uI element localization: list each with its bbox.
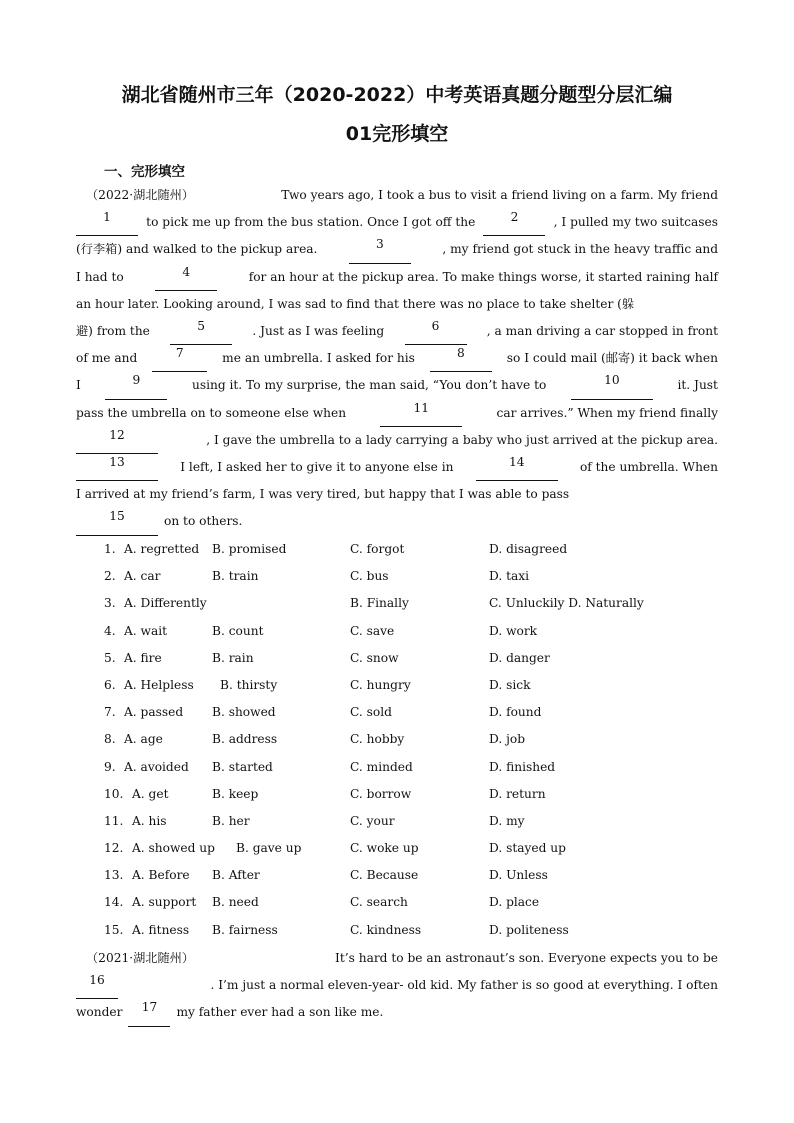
passage-source: （2022·湖北随州） [86, 188, 195, 202]
document-subtitle: 01完形填空 [345, 123, 449, 145]
option-a[interactable]: A. get [132, 786, 169, 801]
option-a[interactable]: A. car [124, 569, 161, 584]
option-a[interactable]: A. fitness [132, 922, 190, 937]
option-c[interactable]: C. forgot [350, 542, 405, 556]
blank-13[interactable]: 13 [76, 454, 158, 481]
option-d[interactable]: D. Unless [489, 868, 548, 883]
option-c[interactable]: C. minded [350, 759, 413, 774]
option-a[interactable]: A. regretted [124, 542, 200, 556]
option-b[interactable]: B. thirsty [220, 677, 278, 692]
passage-line: wonder 17 my father ever had a son like me. [76, 999, 718, 1026]
blank-4[interactable]: 4 [155, 264, 217, 291]
blank-9[interactable]: 9 [105, 372, 167, 399]
option-c-d[interactable]: C. Unluckily D. Naturally [489, 596, 644, 611]
passage-line: (行李箱) and walked to the pickup area. 3 , my friend got stuck in the heavy traffic and [76, 236, 718, 263]
passage-line: I 9 using it. To my surprise, the man said, “You don’t have to 10 it. Just [76, 372, 718, 399]
option-a[interactable]: A. showed up [132, 841, 215, 856]
option-c[interactable]: C. bus [350, 569, 389, 584]
option-a[interactable]: A. his [132, 813, 167, 828]
option-b[interactable]: B. Finally [350, 596, 409, 611]
option-d[interactable]: D. finished [489, 759, 556, 774]
option-d[interactable]: D. disagreed [489, 542, 568, 556]
passage-line: pass the umbrella on to someone else when 11 car arrives.” When my friend finally [76, 400, 718, 427]
option-c[interactable]: C. borrow [350, 786, 412, 801]
passage-line: （2021·湖北随州） It’s hard to be an astronaut’s son. Everyone expects you to be [76, 945, 718, 972]
option-d[interactable]: D. my [489, 813, 525, 828]
passage-2021 [76, 945, 718, 1027]
option-d[interactable]: D. return [489, 786, 546, 801]
passage-line: 1 to pick me up from the bus station. Once I got off the 2 , I pulled my two suitcases [76, 209, 718, 236]
option-d[interactable]: D. found [489, 705, 542, 720]
passage-line: an hour later. Looking around, I was sad to find that there was no place to take shelter (躲 [76, 296, 635, 311]
passage-line: I arrived at my friend’s farm, I was very tired, but happy that I was able to pass [76, 487, 570, 502]
option-b[interactable]: B. showed [212, 705, 276, 720]
option-a[interactable]: A. support [132, 895, 197, 910]
option-b[interactable]: B. promised [212, 542, 287, 556]
option-a[interactable]: A. wait [124, 623, 168, 638]
option-c[interactable]: C. hungry [350, 677, 411, 692]
option-d[interactable]: D. taxi [489, 569, 530, 584]
option-b[interactable]: B. her [212, 813, 250, 828]
option-a[interactable]: A. Before [132, 868, 190, 883]
blank-1[interactable]: 1 [76, 209, 138, 236]
blank-16[interactable]: 16 [76, 972, 118, 999]
passage-line: of me and 7 me an umbrella. I asked for his 8 so I could mail (邮寄) it back when [76, 345, 718, 372]
blank-3[interactable]: 3 [349, 236, 411, 263]
passage-line: 12 , I gave the umbrella to a lady carrying a baby who just arrived at the pickup area. [76, 427, 718, 454]
option-c[interactable]: C. sold [350, 705, 392, 720]
option-a[interactable]: A. passed [124, 705, 184, 720]
blank-7[interactable]: 7 [152, 345, 207, 372]
option-a[interactable]: A. age [124, 732, 163, 747]
option-d[interactable]: D. stayed up [489, 841, 566, 856]
blank-2[interactable]: 2 [483, 209, 545, 236]
option-a[interactable]: A. fire [124, 650, 162, 665]
passage-2022 [76, 182, 718, 536]
option-d[interactable]: D. politeness [489, 922, 569, 937]
document-title: 湖北省随州市三年（2020-2022）中考英语真题分题型分层汇编 [121, 84, 673, 106]
option-c[interactable]: C. hobby [350, 732, 405, 747]
blank-6[interactable]: 6 [405, 318, 467, 345]
option-a[interactable]: A. avoided [124, 759, 189, 774]
blank-5[interactable]: 5 [170, 318, 232, 345]
passage-line: 15 on to others. [76, 508, 718, 535]
option-c[interactable]: C. your [350, 813, 395, 828]
option-a[interactable]: A. Differently [124, 596, 207, 611]
option-c[interactable]: C. kindness [350, 922, 422, 937]
blank-15[interactable]: 15 [76, 508, 158, 535]
section-heading: 一、完形填空 [104, 164, 185, 180]
blank-12[interactable]: 12 [76, 427, 158, 454]
option-c[interactable]: C. Because [350, 868, 419, 883]
option-b[interactable]: B. rain [212, 650, 254, 665]
blank-17[interactable]: 17 [128, 999, 170, 1026]
passage-line: （2022·湖北随州） Two years ago, I took a bus to visit a friend living on a farm. My friend [76, 182, 718, 209]
option-d[interactable]: D. place [489, 895, 540, 910]
option-b[interactable]: B. need [212, 895, 259, 910]
option-b[interactable]: B. address [212, 732, 278, 747]
blank-10[interactable]: 10 [571, 372, 653, 399]
option-b[interactable]: B. fairness [212, 922, 278, 937]
option-b[interactable]: B. gave up [236, 841, 302, 856]
option-c[interactable]: C. search [350, 895, 408, 910]
option-d[interactable]: D. work [489, 623, 538, 638]
option-c[interactable]: C. woke up [350, 841, 419, 856]
option-b[interactable]: B. After [212, 868, 260, 883]
blank-8[interactable]: 8 [430, 345, 492, 372]
option-c[interactable]: C. snow [350, 650, 399, 665]
option-b[interactable]: B. train [212, 569, 259, 584]
option-d[interactable]: D. danger [489, 650, 550, 665]
blank-14[interactable]: 14 [476, 454, 558, 481]
option-b[interactable]: B. keep [212, 786, 259, 801]
passage-line: 13 I left, I asked her to give it to anyone else in 14 of the umbrella. When [76, 454, 718, 481]
option-d[interactable]: D. job [489, 732, 526, 747]
option-b[interactable]: B. count [212, 623, 264, 638]
passage-line: 避) from the 5 . Just as I was feeling 6 , a man driving a car stopped in front [76, 318, 718, 345]
passage-source: （2021·湖北随州） [86, 951, 195, 965]
passage-line: 16 . I’m just a normal eleven-year- old kid. My father is so good at everything. I often [76, 972, 718, 999]
option-c[interactable]: C. save [350, 623, 395, 638]
option-a[interactable]: A. Helpless [124, 677, 194, 692]
option-d[interactable]: D. sick [489, 677, 531, 692]
passage-line: I had to 4 for an hour at the pickup area. To make things worse, it started raining half [76, 264, 718, 291]
option-b[interactable]: B. started [212, 759, 273, 774]
blank-11[interactable]: 11 [380, 400, 462, 427]
